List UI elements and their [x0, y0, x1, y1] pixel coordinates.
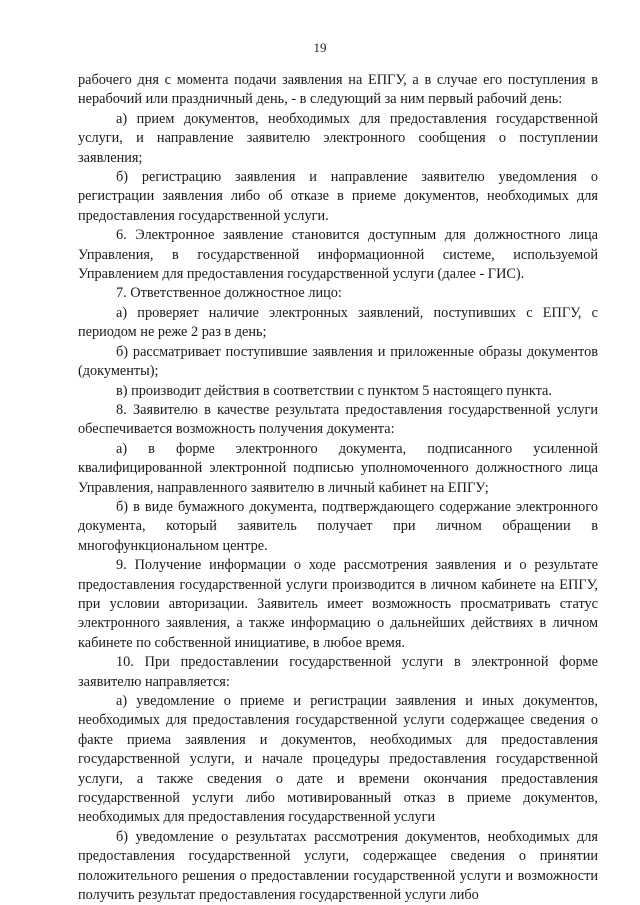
paragraph-7-c: в) производит действия в соответствии с пунктом 5 настоящего пункта.: [116, 382, 552, 399]
paragraph-7-b: б) рассматривает поступившие заявления и приложенные образы документов (документы);: [78, 343, 598, 380]
paragraph-7: 7. Ответственное должностное лицо:: [116, 285, 342, 302]
paragraph-item-a-reception: а) прием документов, необходимых для предоставления государственной услуги, и направление заявителю электронного сообщения о поступлении заявления;: [78, 110, 598, 166]
paragraph-8-b: б) в виде бумажного документа, подтверждающего содержание электронного документа, который заявитель получает при личном обращении в многофункциональном центре.: [78, 498, 598, 554]
paragraph-9: 9. Получение информации о ходе рассмотрения заявления и о результате предоставления государственной услуги производится в личном кабинете на ЕПГУ, при условии авторизации. Заявитель имеет возможность просматривать статус электронного заявления, а также информацию о дальнейших действиях в личном кабинете по собственной инициативе, в любое время.: [78, 557, 598, 651]
paragraph-8: 8. Заявителю в качестве результата предоставления государственной услуги обеспечивается возможность получения документа:: [78, 401, 598, 438]
page-number: 19: [313, 40, 327, 55]
paragraph-6: 6. Электронное заявление становится доступным для должностного лица Управления, в государственной информационной системе, используемой Управлением для предоставления государственной услуги (далее - ГИС).: [78, 227, 598, 283]
paragraph-10: 10. При предоставлении государственной услуги в электронной форме заявителю направляется:: [78, 654, 598, 690]
paragraph-8-a: а) в форме электронного документа, подписанного усиленной квалифицированной электронной подписью уполномоченного должностного лица Управления, направленного заявителю в личный кабинет на ЕПГУ;: [78, 440, 598, 496]
paragraph-item-b-registration: б) регистрацию заявления и направление заявителю уведомления о регистрации заявления либо об отказе в приеме документов, необходимых для предоставления государственной услуги.: [78, 169, 598, 224]
document-body: [78, 71, 598, 905]
paragraph-7-a: а) проверяет наличие электронных заявлений, поступивших с ЕПГУ, с периодом не реже 2 раз в день;: [78, 304, 598, 341]
paragraph-continuation: рабочего дня с момента подачи заявления на ЕПГУ, а в случае его поступления в нерабочий или праздничный день, - в следующий за ним первый рабочий день:: [78, 72, 598, 108]
paragraph-10-a: а) уведомление о приеме и регистрации заявления и иных документов, необходимых для предоставления государственной услуги содержащее сведения о факте приема заявления и документов, необходимых для предоставления государственной услуги, и начале процедуры предоставления государственной услуги, а также сведения о дате и времени окончания предоставления государственной услуги либо мотивированный отказ в приеме документов, необходимых для предоставления государственной услуги: [78, 693, 598, 826]
paragraph-10-b: б) уведомление о результатах рассмотрения документов, необходимых для предоставления государственной услуги, содержащее сведения о принятии положительного решения о предоставлении государственной услуги и возможности получить результат предоставления государственной услуги либо: [78, 828, 598, 904]
